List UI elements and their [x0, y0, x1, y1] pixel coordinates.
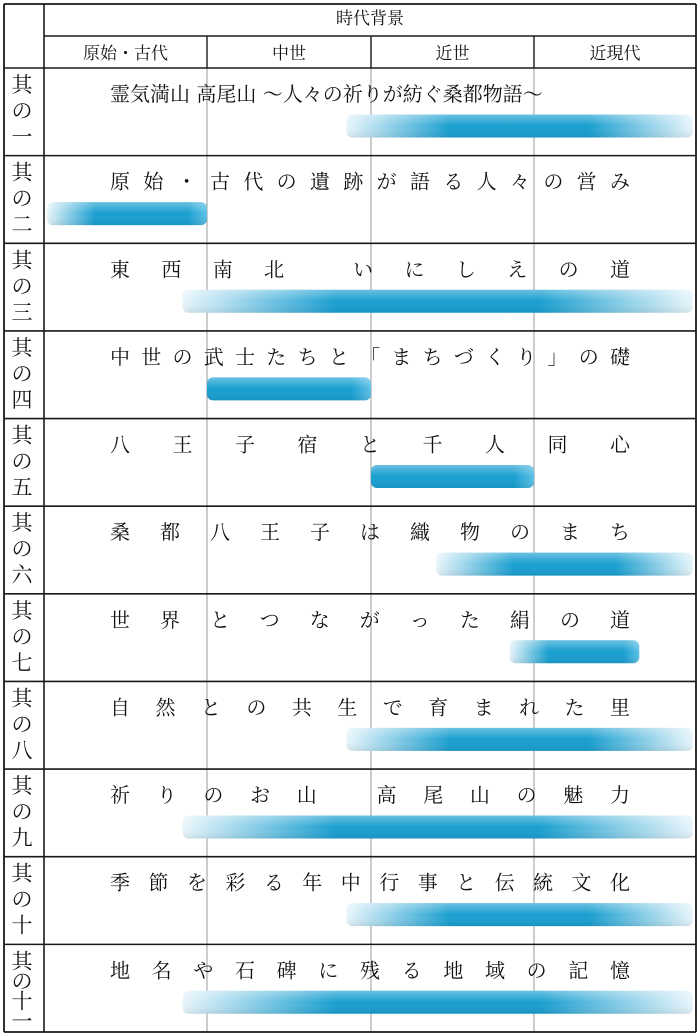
era-bar-shade: [47, 202, 207, 225]
era-header: 原始・古代: [83, 44, 168, 64]
row-label: 其の九: [11, 774, 33, 851]
text-layer: [12, 9, 641, 1033]
row-title: 季節を彩る年中行事と伝統文化: [110, 870, 630, 895]
era-header: 近世: [435, 44, 470, 64]
bars-layer: [47, 68, 693, 1032]
era-bar-shade: [183, 816, 693, 839]
row-title: 中世の武士たちと「まちづくり」の礎: [110, 344, 630, 369]
row-label: 其の五: [11, 423, 33, 500]
row-label: 其の四: [11, 335, 33, 412]
row-label: 其の二: [11, 160, 33, 237]
era-bar-shade: [371, 465, 534, 488]
era-bar-shade: [346, 903, 693, 926]
row-label: 其の七: [11, 598, 33, 675]
era-bar-shade: [346, 728, 693, 751]
row-title: 八王子宿と千人同心: [110, 432, 630, 457]
row-label: 其の十一: [11, 949, 33, 1034]
row-title: 原始・古代の遺跡が語る人々の営み: [110, 169, 630, 194]
row-title: 世界とつながった絹の道: [110, 607, 630, 632]
row-label: 其の十: [11, 861, 33, 938]
row-title: 東西南北 いにしえの道: [110, 257, 630, 282]
era-header: 近現代: [589, 44, 641, 64]
era-bar-shade: [510, 640, 640, 663]
header-title: 時代背景: [336, 9, 404, 29]
row-label: 其の八: [11, 686, 33, 763]
era-bar-shade: [346, 114, 693, 137]
row-title: 霊気満山 高尾山 〜人々の祈りが紡ぐ桑都物語〜: [110, 82, 543, 106]
row-label: 其の一: [11, 73, 33, 149]
era-bar-shade: [183, 991, 693, 1014]
row-title: 桑都八王子は織物のまち: [110, 520, 630, 545]
row-title: 祈りのお山 高尾山の魅力: [110, 783, 631, 808]
row-label: 其の六: [11, 511, 33, 588]
era-bar-shade: [183, 290, 693, 313]
era-header: 中世: [272, 44, 306, 64]
row-title: 地名や石碑に残る地域の記憶: [110, 958, 630, 983]
era-bar-shade: [207, 377, 371, 400]
era-bar-shade: [436, 553, 693, 576]
row-label: 其の三: [11, 248, 33, 325]
row-title: 自然との共生で育まれた里: [110, 695, 630, 720]
